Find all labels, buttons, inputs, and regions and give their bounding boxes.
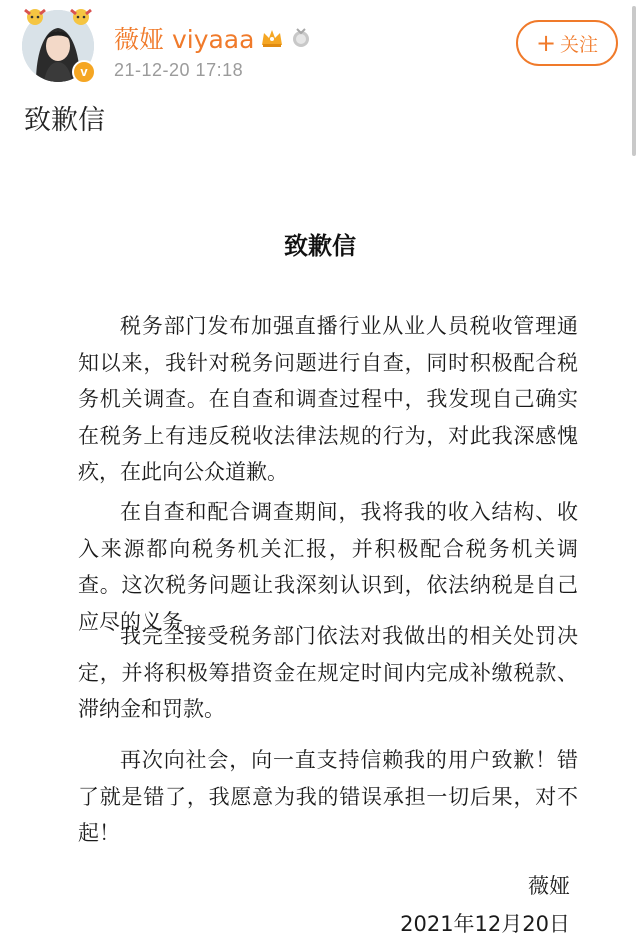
plus-icon: + (535, 29, 557, 57)
letter-paragraph: 再次向社会，向一直支持信赖我的用户致歉！错了就是错了，我愿意为我的错误承担一切后果，对不起！ (78, 748, 578, 845)
post-text: 致歉信 (24, 105, 105, 136)
crown-icon[interactable] (260, 27, 284, 49)
letter-paragraph: 我完全接受税务部门依法对我做出的相关处罚决定，并将积极筹措资金在规定时间内完成补缴税款、滞纳金和罚款。 (78, 624, 578, 721)
avatar[interactable] (22, 10, 94, 82)
verified-icon: v (72, 60, 96, 84)
scrollbar[interactable] (632, 6, 636, 156)
user-name[interactable]: 薇娅 viyaaa (114, 25, 255, 54)
follow-button-label: 关注 (560, 33, 599, 56)
letter-date: 2021年12月20日 (400, 912, 570, 936)
letter-paragraph: 在自查和配合调查期间，我将我的收入结构、收入来源都向税务机关汇报，并积极配合税务机关调查。这次税务问题让我深刻认识到，依法纳税是自己应尽的义务。 (78, 500, 578, 634)
letter-paragraph: 税务部门发布加强直播行业从业人员税收管理通知以来，我针对税务问题进行自查，同时积极配合税务机关调查。在自查和调查过程中，我发现自己确实在税务上有违反税收法律法规的行为，对此我深感愧疚，在此向公众道歉。 (78, 314, 578, 484)
medal-icon[interactable] (290, 27, 312, 49)
follow-button[interactable] (516, 20, 618, 66)
letter-image[interactable] (0, 150, 640, 951)
user-name-row (114, 22, 312, 54)
post-timestamp: 21-12-20 17:18 (114, 60, 244, 80)
letter-signature: 薇娅 (528, 874, 570, 898)
ox-decoration-icon (22, 4, 48, 26)
post-header (0, 0, 640, 96)
ox-decoration-icon (68, 4, 94, 26)
letter-title: 致歉信 (284, 232, 356, 260)
